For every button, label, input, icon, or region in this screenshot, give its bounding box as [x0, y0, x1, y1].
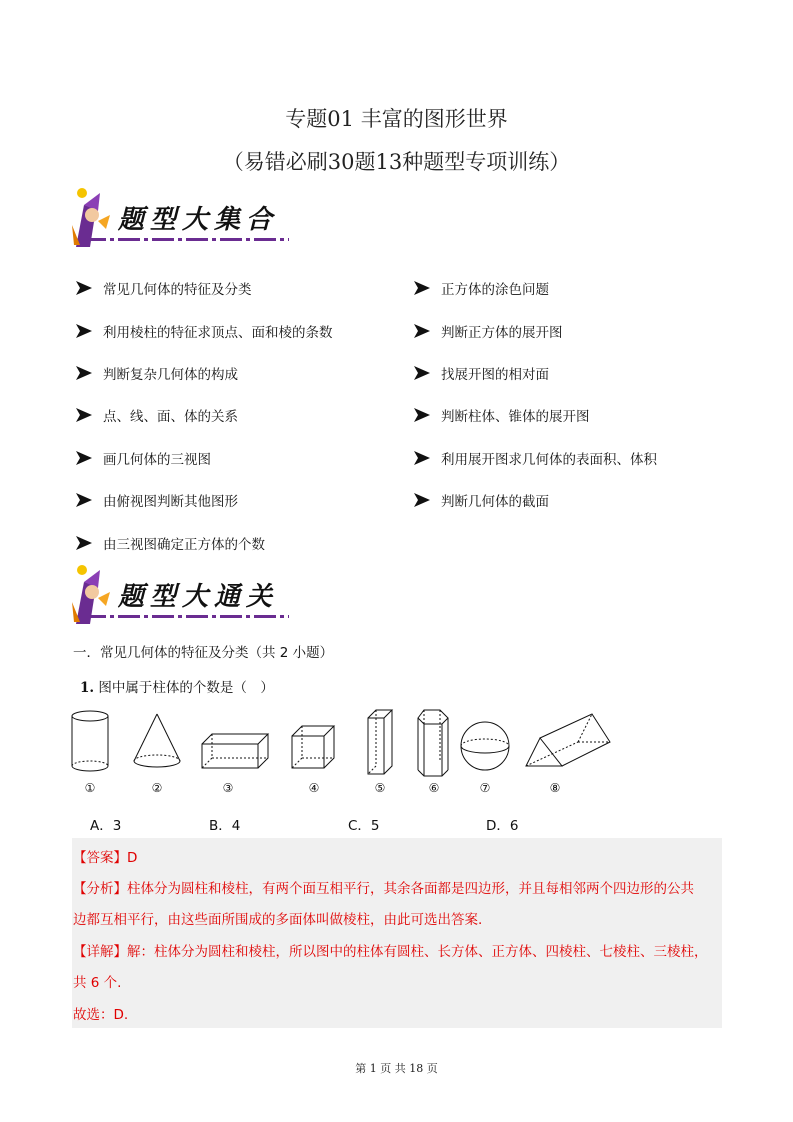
banner-title: 题型大集合	[118, 205, 279, 235]
arrow-bullet-icon	[413, 365, 431, 381]
square-prism-figure	[368, 710, 392, 774]
option-a: A．3	[90, 818, 122, 834]
figure-label: ②	[151, 781, 163, 795]
figure-label: ⑧	[549, 781, 561, 795]
option-d: D．6	[486, 818, 519, 834]
option-c: C．5	[348, 818, 380, 834]
figure-label: ③	[222, 781, 234, 795]
sphere-figure	[461, 722, 509, 770]
section-heading: 一．常见几何体的特征及分类（共 2 小题）	[73, 645, 334, 661]
topic-item: 判断正方体的展开图	[413, 321, 563, 341]
solids-figure	[62, 706, 622, 801]
arrow-bullet-icon	[75, 535, 93, 551]
arrow-bullet-icon	[413, 280, 431, 296]
figure-label: ④	[308, 781, 320, 795]
arrow-bullet-icon	[413, 492, 431, 508]
choice-line: 故选：D.	[73, 1007, 129, 1023]
heptagonal-prism-figure	[418, 710, 448, 776]
arrow-bullet-icon	[413, 450, 431, 466]
detail-line-2: 共 6 个.	[73, 975, 122, 991]
topic-item: 由俯视图判断其他图形	[75, 490, 238, 510]
answer-line: 【答案】D	[73, 850, 138, 866]
topic-item: 由三视图确定正方体的个数	[75, 533, 265, 553]
solution-panel	[72, 838, 722, 1028]
cylinder-figure	[72, 711, 108, 771]
figure-label: ⑤	[374, 781, 386, 795]
question-text: 图中属于柱体的个数是（ ）	[98, 680, 274, 696]
topic-item: 判断几何体的截面	[413, 490, 549, 510]
arrow-bullet-icon	[413, 323, 431, 339]
topic-item: 常见几何体的特征及分类	[75, 278, 252, 298]
topic-item: 利用棱柱的特征求顶点、面和棱的条数	[75, 321, 333, 341]
page-subtitle: （易错必刷30题13种题型专项训练）	[222, 150, 571, 174]
figure-label: ①	[84, 781, 96, 795]
banner-underline	[84, 615, 289, 618]
analysis-line-2: 边都互相平行，由这些面所围成的多面体叫做棱柱，由此可选出答案.	[73, 912, 483, 928]
arrow-bullet-icon	[75, 450, 93, 466]
arrow-bullet-icon	[75, 492, 93, 508]
banner-title: 题型大通关	[118, 582, 279, 612]
banner-underline	[84, 238, 289, 241]
arrow-bullet-icon	[75, 365, 93, 381]
figure-label: ⑥	[428, 781, 440, 795]
arrow-bullet-icon	[75, 407, 93, 423]
section-banner-practice	[66, 562, 296, 632]
cuboid-figure	[202, 734, 268, 768]
arrow-bullet-icon	[75, 323, 93, 339]
page-footer: 第 1 页 共 18 页	[355, 1062, 438, 1075]
arrow-bullet-icon	[75, 280, 93, 296]
topic-item: 画几何体的三视图	[75, 448, 211, 468]
topic-item: 正方体的涂色问题	[413, 278, 549, 298]
topic-item: 利用展开图求几何体的表面积、体积	[413, 448, 657, 468]
topic-item: 判断柱体、锥体的展开图	[413, 405, 590, 425]
topic-item: 点、线、面、体的关系	[75, 405, 238, 425]
question-number: 1.	[80, 680, 95, 696]
section-banner-collection	[66, 185, 296, 255]
cube-figure	[292, 726, 334, 768]
arrow-bullet-icon	[413, 407, 431, 423]
page-title: 专题01 丰富的图形世界	[285, 107, 508, 131]
analysis-line-1: 【分析】柱体分为圆柱和棱柱，有两个面互相平行，其余各面都是四边形，并且每相邻两个四边形的公共	[73, 881, 694, 897]
topic-item: 判断复杂几何体的构成	[75, 363, 238, 383]
option-b: B．4	[209, 818, 241, 834]
cone-figure	[134, 714, 180, 767]
topic-item: 找展开图的相对面	[413, 363, 549, 383]
question-1	[80, 676, 274, 696]
detail-line-1: 【详解】解：柱体分为圆柱和棱柱，所以图中的柱体有圆柱、长方体、正方体、四棱柱、七棱柱、三棱柱，	[73, 944, 708, 960]
figure-label: ⑦	[479, 781, 491, 795]
triangular-prism-figure	[526, 714, 610, 766]
